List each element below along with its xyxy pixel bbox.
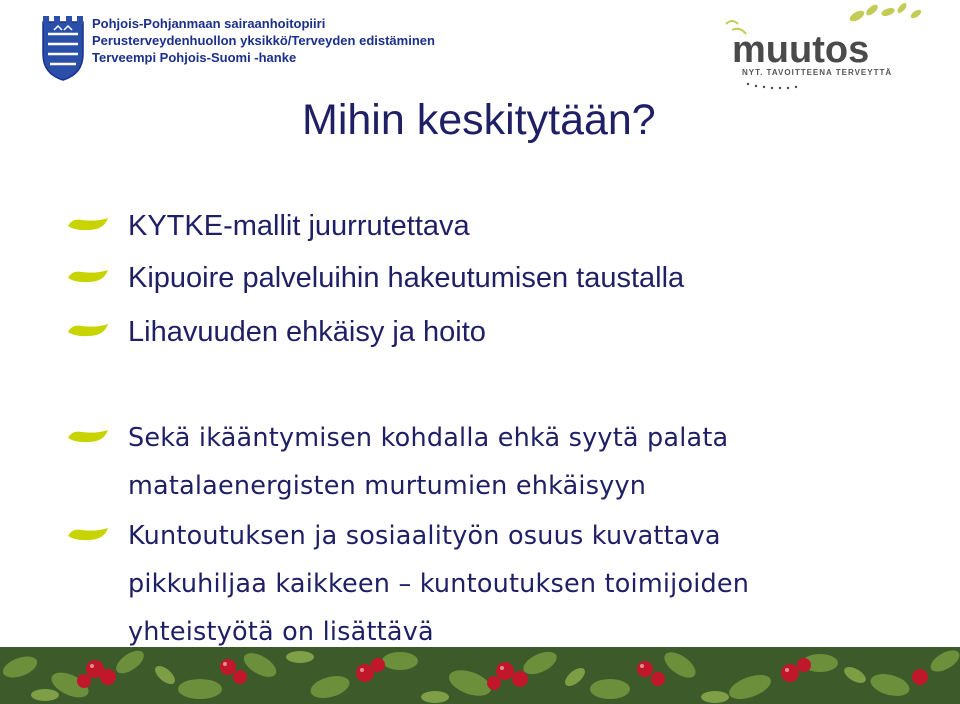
green-leaf-bullet-icon — [66, 320, 110, 340]
lingonberry-photo-strip — [0, 647, 960, 704]
coat-of-arms-icon — [40, 14, 86, 82]
bullet-item — [128, 306, 486, 358]
bullet-text-line: yhteistyötä on lisättävä — [128, 617, 434, 647]
bullet-item — [128, 252, 684, 304]
green-leaf-bullet-icon — [66, 524, 110, 544]
bullet-text-line: pikkuhiljaa kaikkeen – kuntoutuksen toimijoiden — [128, 569, 750, 599]
bullet-text-line: Kuntoutuksen ja sosiaalityön osuus kuvattava — [128, 521, 721, 551]
green-leaf-bullet-icon — [66, 426, 110, 446]
bullet-text: KYTKE-mallit juurrutettava — [128, 210, 470, 242]
bullet-text: Lihavuuden ehkäisy ja hoito — [128, 316, 486, 348]
bullet-text-line: Sekä ikääntymisen kohdalla ehkä syytä palata — [128, 423, 729, 453]
org-line: Pohjois-Pohjanmaan sairaanhoitopiiri — [92, 16, 326, 31]
bullet-item — [128, 200, 470, 252]
green-leaf-bullet-icon — [66, 266, 110, 286]
org-line: Perusterveydenhuollon yksikkö/Terveyden edistäminen — [92, 33, 435, 48]
green-leaf-bullet-icon — [66, 214, 110, 234]
bullet-item — [128, 414, 728, 510]
logo-tagline: NYT. TAVOITTEENA TERVEYTTÄ — [742, 68, 893, 77]
organization-header — [92, 15, 435, 66]
slide-title: Mihin keskitytään? — [302, 96, 656, 144]
muutos-logo — [712, 0, 928, 96]
bullet-item — [128, 512, 749, 656]
org-line: Terveempi Pohjois-Suomi -hanke — [92, 50, 297, 65]
logo-word: muutos — [732, 29, 870, 71]
bullet-text-line: matalaenergisten murtumien ehkäisyyn — [128, 471, 647, 501]
bullet-text: Kipuoire palveluihin hakeutumisen taustalla — [128, 262, 685, 294]
